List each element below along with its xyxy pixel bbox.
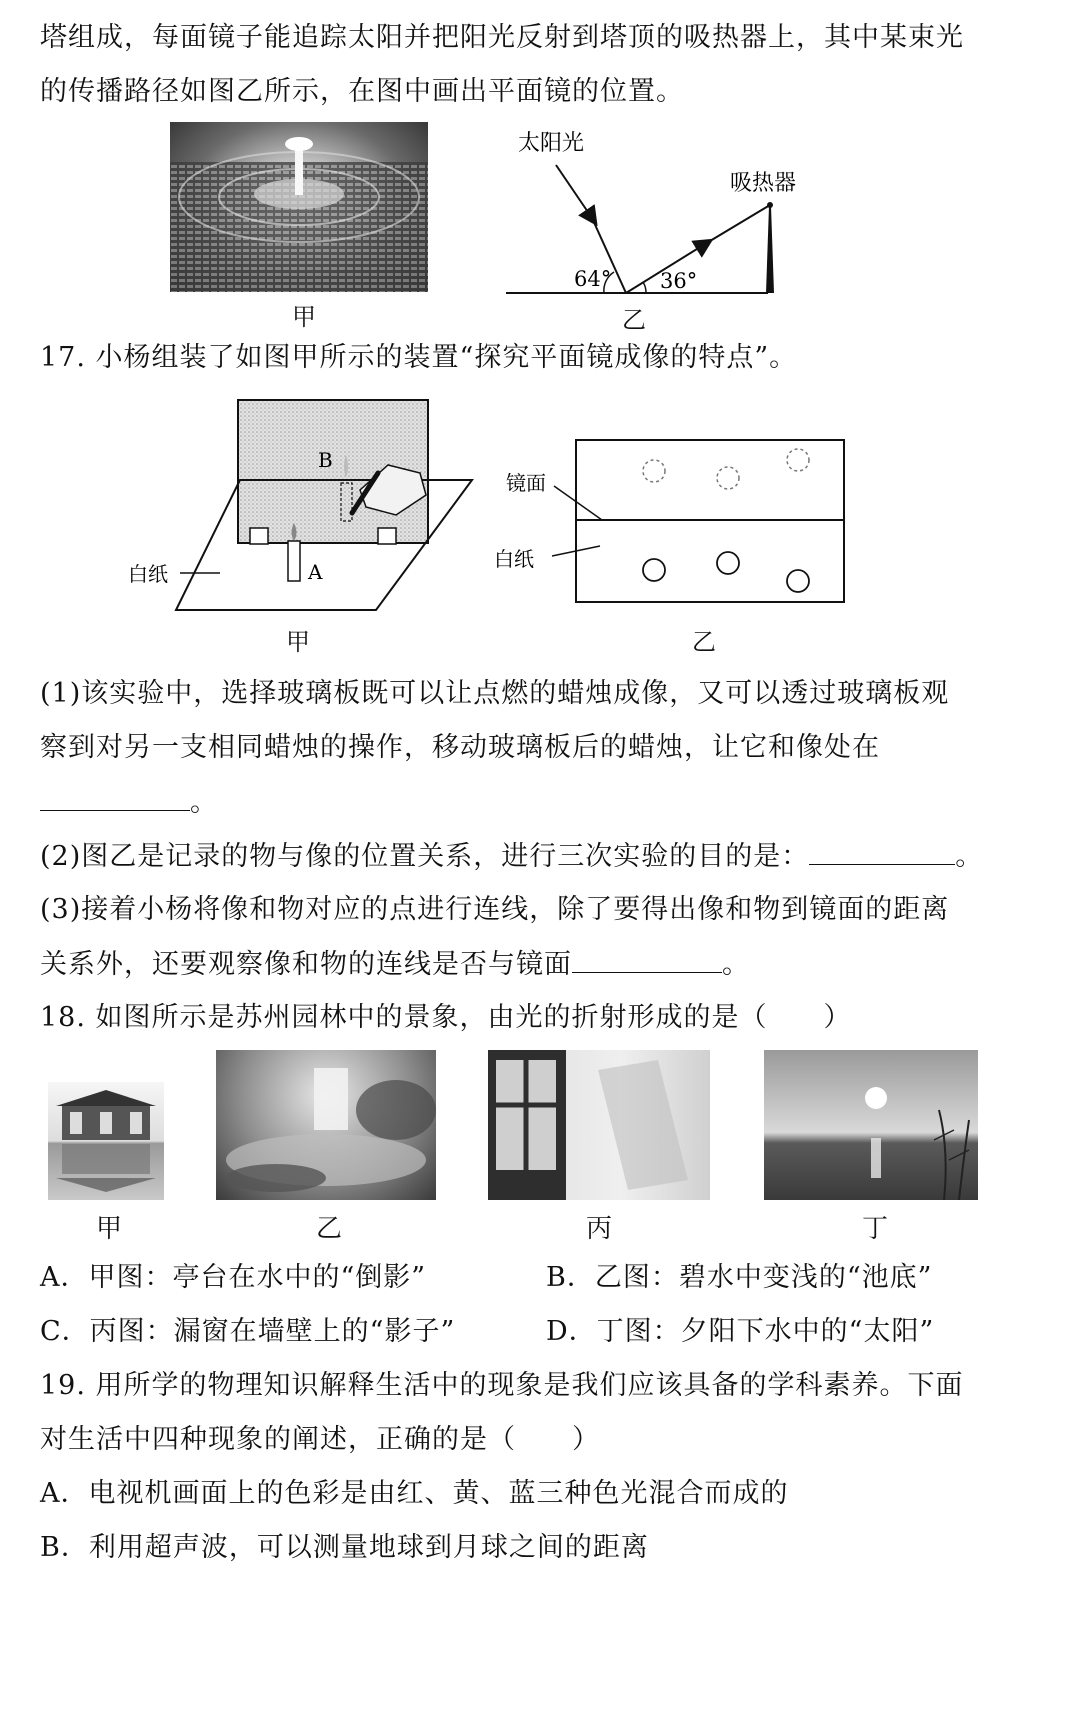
- q17-p2-text: (2)图乙是记录的物与像的位置关系，进行三次实验的目的是：: [40, 841, 810, 872]
- incident-ray: [556, 165, 592, 218]
- intro-line-1: 塔组成，每面镜子能追踪太阳并把阳光反射到塔顶的吸热器上，其中某束光: [40, 22, 964, 53]
- q18-option-c[interactable]: C．丙图：漏窗在墙壁上的“影子”: [40, 1316, 456, 1347]
- q18-caption-ding: 丁: [862, 1214, 889, 1244]
- q17-fig-right-caption: 乙: [692, 628, 716, 656]
- receiver-label: 吸热器: [730, 171, 797, 196]
- q17-p1-line-2: 察到对另一支相同蜡烛的操作，移动玻璃板后的蜡烛，让它和像处在: [40, 732, 880, 763]
- q17-p2-line: [40, 836, 983, 877]
- q17-p1-end: 。: [190, 787, 218, 818]
- q17-p1-line-3: [40, 782, 218, 823]
- light-path-diagram: [500, 120, 800, 305]
- angle-arc-reflected: [643, 282, 646, 293]
- support-block-left: [250, 528, 268, 544]
- q17-fig-left-caption: 甲: [286, 628, 310, 656]
- photo-ding-sunset: [764, 1050, 978, 1200]
- q17-record-diagram: [490, 432, 850, 607]
- q18-title: 18. 如图所示是苏州园林中的景象，由光的折射形成的是（ ）: [40, 1002, 852, 1033]
- q17-p3-text: 关系外，还要观察像和物的连线是否与镜面: [40, 949, 572, 980]
- label-paper-left: 白纸: [128, 562, 168, 586]
- q18-caption-jia: 甲: [96, 1214, 123, 1244]
- reflected-ray-tail: [705, 205, 770, 244]
- sun-label: 太阳光: [518, 131, 585, 156]
- photo-bing-window: [488, 1050, 710, 1200]
- fig16-left-caption: 甲: [292, 303, 316, 331]
- photo-yi-pond: [216, 1050, 436, 1200]
- object-point-1: [643, 559, 665, 581]
- q17-title: 17. 小杨组装了如图甲所示的装置“探究平面镜成像的特点”。: [40, 342, 798, 373]
- q17-apparatus-diagram: [120, 395, 480, 620]
- q17-p1-line-1: (1)该实验中，选择玻璃板既可以让点燃的蜡烛成像，又可以透过玻璃板观: [40, 678, 950, 709]
- object-point-3: [787, 570, 809, 592]
- candle-a: [288, 541, 300, 581]
- q19-option-b[interactable]: B．利用超声波，可以测量地球到月球之间的距离: [40, 1532, 649, 1563]
- q19-line-1: 19. 用所学的物理知识解释生活中的现象是我们应该具备的学科素养。下面: [40, 1370, 964, 1401]
- label-paper-right: 白纸: [494, 547, 534, 571]
- q18-option-d[interactable]: D．丁图：夕阳下水中的“太阳”: [546, 1316, 935, 1347]
- answer-blank-1[interactable]: [40, 782, 190, 811]
- angle-incident-label: 64°: [574, 267, 612, 291]
- q19-option-a[interactable]: A．电视机画面上的色彩是由红、黄、蓝三种色光混合而成的: [40, 1478, 789, 1509]
- support-block-right: [378, 528, 396, 544]
- object-point-2: [717, 552, 739, 574]
- q17-p3-line-1: (3)接着小杨将像和物对应的点进行连线，除了要得出像和物到镜面的距离: [40, 894, 950, 925]
- label-b: B: [318, 448, 333, 472]
- image-point-3: [787, 449, 809, 471]
- label-mirror: 镜面: [506, 471, 546, 495]
- q18-caption-bing: 丙: [586, 1214, 613, 1244]
- q18-option-a[interactable]: A．甲图：亭台在水中的“倒影”: [40, 1262, 427, 1293]
- q17-p3-line-2: [40, 944, 750, 985]
- q17-p3-end: 。: [722, 949, 750, 980]
- tower-shape: [766, 206, 774, 293]
- q18-option-b[interactable]: B．乙图：碧水中变浅的“池底”: [546, 1262, 933, 1293]
- solar-tower-photo: [170, 122, 428, 292]
- image-point-2: [717, 467, 739, 489]
- intro-line-2: 的传播路径如图乙所示，在图中画出平面镜的位置。: [40, 76, 684, 107]
- q17-p2-end: 。: [955, 841, 984, 872]
- label-a: A: [308, 560, 323, 584]
- angle-reflected-label: 36°: [660, 269, 698, 293]
- q19-line-2: 对生活中四种现象的阐述，正确的是（ ）: [40, 1424, 600, 1455]
- mirror-pointer: [554, 486, 602, 520]
- answer-blank-2[interactable]: [809, 836, 955, 865]
- q18-caption-yi: 乙: [316, 1214, 343, 1244]
- answer-blank-3[interactable]: [572, 944, 722, 973]
- fig16-right-caption: 乙: [622, 306, 646, 334]
- photo-jia-pavilion: [48, 1082, 164, 1200]
- image-point-1: [643, 460, 665, 482]
